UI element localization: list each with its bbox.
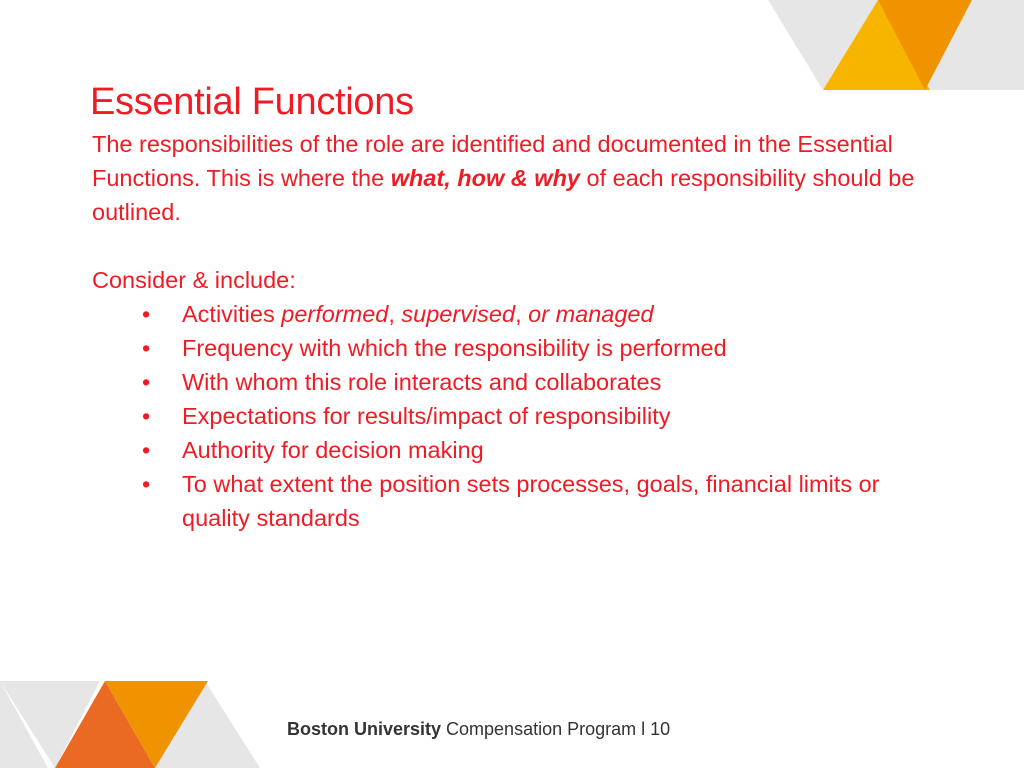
bullet-1-managed: or managed (528, 301, 654, 327)
bullet-2-text: Frequency with which the responsibility is performed (182, 335, 727, 361)
bullet-4-text: Expectations for results/impact of responsibility (182, 403, 671, 429)
footer-org: Boston University (287, 719, 442, 739)
bullet-5-text: Authority for decision making (182, 437, 484, 463)
bottom-triangles-decoration (0, 668, 300, 768)
bullet-icon: • (142, 369, 151, 395)
bullet-1-lead: Activities (182, 301, 282, 327)
bullet-icon: • (142, 335, 151, 361)
bullet-icon: • (142, 403, 151, 429)
footer-program: Compensation Program l 10 (441, 719, 671, 739)
list-item (92, 365, 952, 399)
bullet-icon: • (142, 301, 151, 327)
intro-text-1: The responsibilities of the role are identified and documented in the Essential Functions. This is where the (92, 131, 893, 191)
list-item (92, 297, 952, 331)
slide-footer (287, 719, 670, 740)
bullet-3-text: With whom this role interacts and collaborates (182, 369, 662, 395)
consider-label: Consider & include: (92, 267, 296, 293)
slide-body (92, 127, 952, 535)
bullet-icon: • (142, 471, 151, 497)
bullet-1-performed: performed (281, 301, 389, 327)
list-item (92, 433, 952, 467)
list-item (92, 467, 952, 535)
bullet-1-sep1: , (388, 301, 402, 327)
bullet-1-supervised: supervised (401, 301, 516, 327)
bullet-6-text: To what extent the position sets processes, goals, financial limits or quality standards (182, 471, 880, 531)
list-item (92, 331, 952, 365)
bullet-1-sep2: , (515, 301, 529, 327)
intro-emphasis: what, how & why (390, 165, 580, 191)
paragraph-spacer (92, 229, 952, 263)
bullet-list (92, 297, 952, 535)
list-item (92, 399, 952, 433)
intro-text-2: of each responsibility should be outlined. (92, 165, 915, 225)
slide-title: Essential Functions (90, 81, 414, 124)
intro-paragraph (92, 127, 952, 229)
bullet-icon: • (142, 437, 151, 463)
